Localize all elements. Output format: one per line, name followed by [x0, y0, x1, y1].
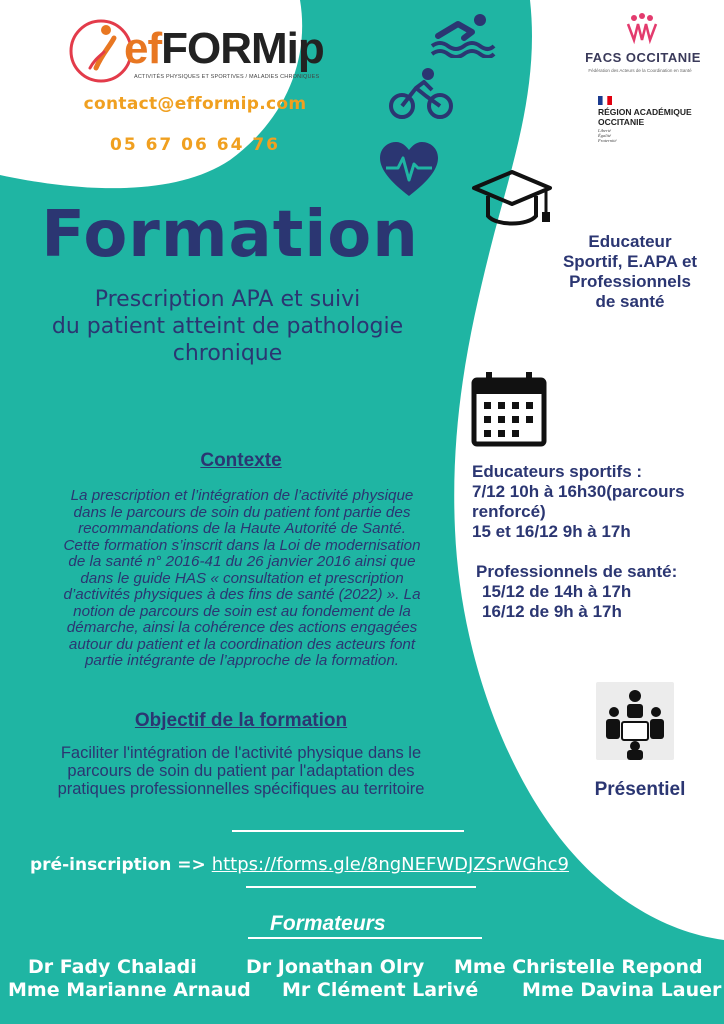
subtitle-line-3: chronique: [172, 341, 283, 366]
facs-logo-icon: [624, 10, 660, 46]
context-line-4: Cette formation s’inscrit dans la Loi de modernisation: [63, 536, 421, 554]
calendar-icon: [470, 370, 548, 448]
graduation-cap-icon: [470, 166, 554, 232]
context-line-3: recommandations de la Haute Autorité de Santé.: [78, 520, 406, 537]
context-line-10: autour du patient et la coordination des acteurs font: [68, 635, 416, 653]
schedule-sport-line-1: 7/12 10h à 16h30(parcours: [472, 482, 685, 501]
heart-pulse-icon: [378, 140, 440, 200]
context-line-2: dans le parcours de soin du patient font partie des: [73, 503, 411, 521]
schedule-health-line-2: 16/12 de 9h à 17h: [482, 602, 622, 621]
motto-3: Fraternité: [598, 138, 617, 143]
region-line2: OCCITANIE: [598, 117, 645, 127]
cyclist-icon: [388, 66, 454, 122]
context-line-8: notion de parcours de soin est au fondement de la: [73, 602, 411, 620]
facs-subtitle: Fédération des Acteurs de la Coordination en Santé: [588, 68, 692, 73]
context-line-5: de la santé n° 2016-41 du 26 janvier 2016 ainsi que: [68, 553, 416, 570]
trainer-6: Mme Davina Lauer: [522, 979, 722, 1001]
schedule-sport-line-3: 15 et 16/12 9h à 17h: [472, 522, 631, 541]
context-line-9: démarche, ainsi la cohérence des actions engagées: [66, 619, 418, 636]
trainers-underline: [248, 937, 482, 939]
audience-line-4: de santé: [595, 292, 665, 311]
objective-line-3: pratiques professionnelles spécifiques au territoire: [57, 780, 425, 798]
logo-prefix: ef: [124, 24, 162, 73]
subtitle-line-2: du patient atteint de pathologie: [51, 314, 404, 339]
divider-bottom: [246, 886, 476, 888]
contact-phone: 05 67 06 64 76: [110, 135, 280, 155]
motto-2: Égalité: [598, 133, 611, 138]
context-line-11: partie intégrante de l’approche de la formation.: [84, 652, 400, 669]
context-line-6: dans le guide HAS « consultation et prescription: [80, 569, 404, 587]
audience-line-3: Professionnels: [569, 272, 691, 291]
schedule-sport-title: Educateurs sportifs :: [472, 462, 643, 481]
context-line-7: d’activités physiques à des fins de santé (2022) ». La: [63, 586, 421, 603]
logo-main: FORM: [161, 24, 287, 73]
motto-1: Liberté: [598, 128, 611, 133]
schedule-health-title: Professionnels de santé:: [476, 562, 678, 581]
preregistration-label: pré-inscription =>: [30, 855, 206, 875]
facs-name: FACS OCCITANIE: [585, 50, 701, 65]
page-title: Formation: [41, 198, 419, 272]
schedule-sport-line-2: renforcé): [472, 502, 546, 521]
trainer-1: Dr Fady Chaladi: [28, 956, 197, 978]
divider-top: [232, 830, 464, 832]
objective-line-2: parcours de soin du patient par l'adaptation des: [67, 762, 415, 780]
trainers-heading: Formateurs: [270, 912, 386, 935]
swimmer-icon: [428, 8, 498, 58]
region-line1: RÉGION ACADÉMIQUE: [598, 107, 692, 117]
contact-email: contact@efformip.com: [83, 94, 307, 114]
logo-suffix: ip: [286, 24, 324, 73]
trainer-4: Mme Marianne Arnaud: [8, 979, 251, 1001]
mode-label: Présentiel: [594, 779, 686, 800]
context-heading: Contexte: [200, 450, 282, 471]
trainer-2: Dr Jonathan Olry: [246, 956, 425, 978]
preregistration-link[interactable]: https://forms.gle/8ngNEFWDJZSrWGhc9: [211, 854, 569, 875]
objective-heading: Objectif de la formation: [134, 710, 348, 731]
french-flag-icon: [598, 96, 612, 105]
context-line-1: La prescription et l’intégration de l’activité physique: [70, 487, 414, 504]
logo: [62, 12, 337, 92]
trainer-5: Mr Clément Larivé: [282, 979, 479, 1001]
meeting-icon: [596, 682, 674, 760]
audience-line-1: Educateur: [588, 232, 672, 251]
audience-line-2: Sportif, E.APA et: [562, 252, 698, 271]
logo-tagline: ACTIVITÉS PHYSIQUES ET SPORTIVES / MALADIES CHRONIQUES: [134, 74, 320, 80]
objective-line-1: Faciliter l'intégration de l'activité physique dans le: [60, 744, 422, 762]
trainer-3: Mme Christelle Repond: [454, 956, 703, 978]
schedule-health-line-1: 15/12 de 14h à 17h: [482, 582, 632, 601]
subtitle-line-1: Prescription APA et suivi: [94, 287, 361, 312]
